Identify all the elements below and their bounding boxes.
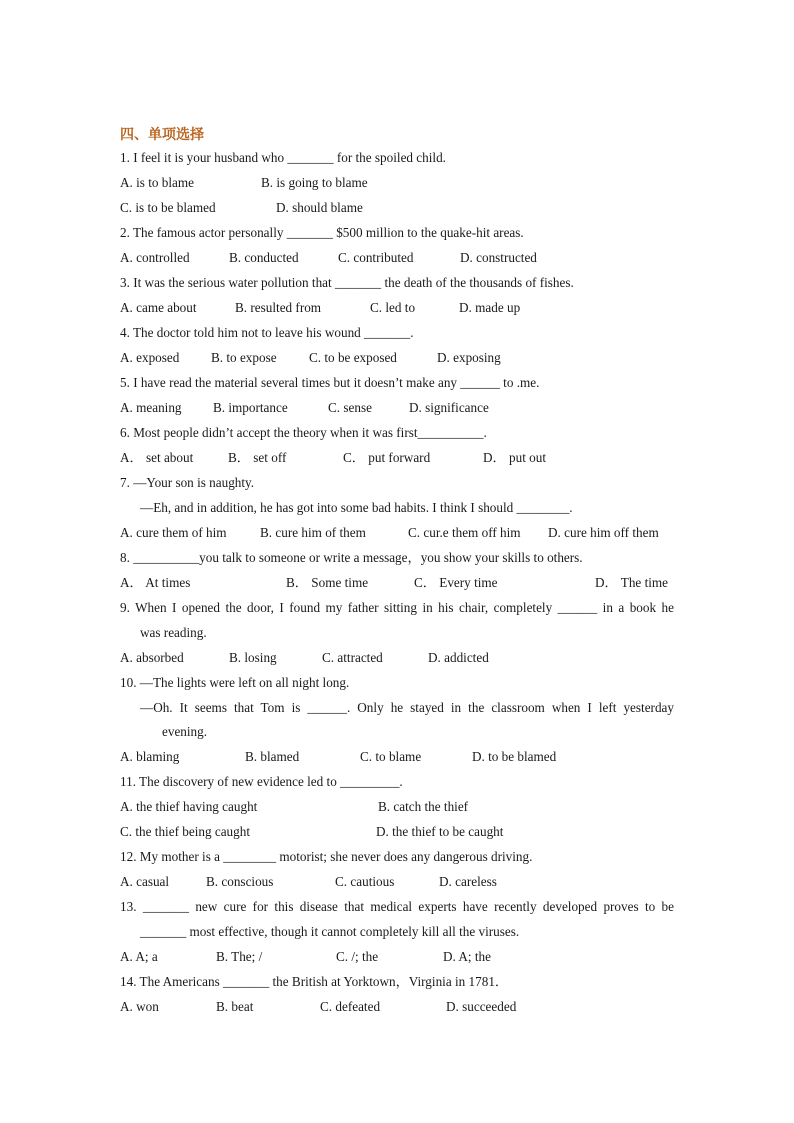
option: D. should blame — [276, 200, 363, 215]
option: D. significance — [409, 400, 489, 415]
option: D. careless — [439, 874, 497, 889]
option: D. A; the — [443, 949, 491, 964]
option: D. to be blamed — [472, 749, 557, 764]
option: B. conducted — [229, 250, 299, 265]
question-text: 7. —Your son is naughty. — [120, 475, 255, 490]
option: A. won — [120, 999, 159, 1014]
option: B. losing — [229, 650, 277, 665]
option: C. led to — [370, 300, 416, 315]
question-text: 2. The famous actor personally _______ $500 million to the quake-hit areas. — [120, 225, 524, 240]
question-text: —Eh, and in addition, he has got into some bad habits. I think I should ________. — [140, 500, 573, 515]
option: C. to blame — [360, 749, 422, 764]
question-text: 9. When I opened the door, I found my father sitting in his chair, completely ______ in a book he — [120, 600, 674, 615]
option: B． set off — [228, 450, 287, 465]
option: C. to be exposed — [309, 350, 397, 365]
question-text: 13. _______ new cure for this disease that medical experts have recently developed proves to be — [120, 899, 674, 914]
option: A. cure them of him — [120, 525, 227, 540]
question-text: 12. My mother is a ________ motorist; she never does any dangerous driving. — [120, 849, 533, 864]
option: A． set about — [120, 450, 194, 465]
option: B. importance — [213, 400, 288, 415]
option: C. defeated — [320, 999, 381, 1014]
question-text: 8. __________you talk to someone or write a message，you show your skills to others. — [120, 550, 583, 565]
section-title: 四、单项选择 — [120, 127, 204, 143]
option: C． Every time — [414, 575, 498, 590]
question-text: evening. — [162, 724, 208, 739]
option: C. /; the — [336, 949, 379, 964]
question-text: was reading. — [140, 625, 207, 640]
option: C. cautious — [335, 874, 395, 889]
option: D. succeeded — [446, 999, 517, 1014]
option: B. resulted from — [235, 300, 322, 315]
question-text: 5. I have read the material several times but it doesn’t make any ______ to .me. — [120, 375, 540, 390]
option: B. cure him of them — [260, 525, 366, 540]
option: A. the thief having caught — [120, 799, 258, 814]
option: A． At times — [120, 575, 191, 590]
option: B. catch the thief — [378, 799, 469, 814]
question-text: 11. The discovery of new evidence led to _________. — [120, 774, 403, 789]
option: C. cur.e them off him — [408, 525, 521, 540]
option: D. made up — [459, 300, 521, 315]
option: D． The time — [595, 575, 669, 590]
option: A. meaning — [120, 400, 182, 415]
option: D. exposing — [437, 350, 501, 365]
option: C. attracted — [322, 650, 383, 665]
option: B. blamed — [245, 749, 300, 764]
option: D. the thief to be caught — [376, 824, 504, 839]
question-text: —Oh. It seems that Tom is ______. Only he stayed in the classroom when I left yesterday — [140, 700, 674, 715]
option: A. absorbed — [120, 650, 184, 665]
question-text: 1. I feel it is your husband who _______ for the spoiled child. — [120, 150, 446, 165]
option: B． Some time — [286, 575, 369, 590]
option: C. is to be blamed — [120, 200, 216, 215]
option: C. sense — [328, 400, 372, 415]
question-text: 14. The Americans _______ the British at Yorktown，Virginia in 1781． — [120, 974, 509, 989]
question-text: 6. Most people didn’t accept the theory when it was first__________. — [120, 425, 487, 440]
option: B. The; / — [216, 949, 263, 964]
option: A. A; a — [120, 949, 158, 964]
option: C. the thief being caught — [120, 824, 251, 839]
option: A. is to blame — [120, 175, 194, 190]
option: A. casual — [120, 874, 170, 889]
question-text: 4. The doctor told him not to leave his wound _______. — [120, 325, 414, 340]
option: A. controlled — [120, 250, 190, 265]
option: D. constructed — [460, 250, 537, 265]
option: D. cure him off them — [548, 525, 659, 540]
option: C． put forward — [343, 450, 431, 465]
question-text: _______ most effective, though it cannot completely kill all the viruses. — [140, 924, 520, 939]
option: D. addicted — [428, 650, 489, 665]
option: C. contributed — [338, 250, 414, 265]
option: B. to expose — [211, 350, 277, 365]
option: A. exposed — [120, 350, 180, 365]
option: A. blaming — [120, 749, 180, 764]
option: B. conscious — [206, 874, 274, 889]
option: D． put out — [483, 450, 547, 465]
option: B. beat — [216, 999, 254, 1014]
option: A. came about — [120, 300, 197, 315]
question-text: 3. It was the serious water pollution that _______ the death of the thousands of fishes. — [120, 275, 574, 290]
question-text: 10. —The lights were left on all night long. — [120, 675, 350, 690]
option: B. is going to blame — [261, 175, 368, 190]
